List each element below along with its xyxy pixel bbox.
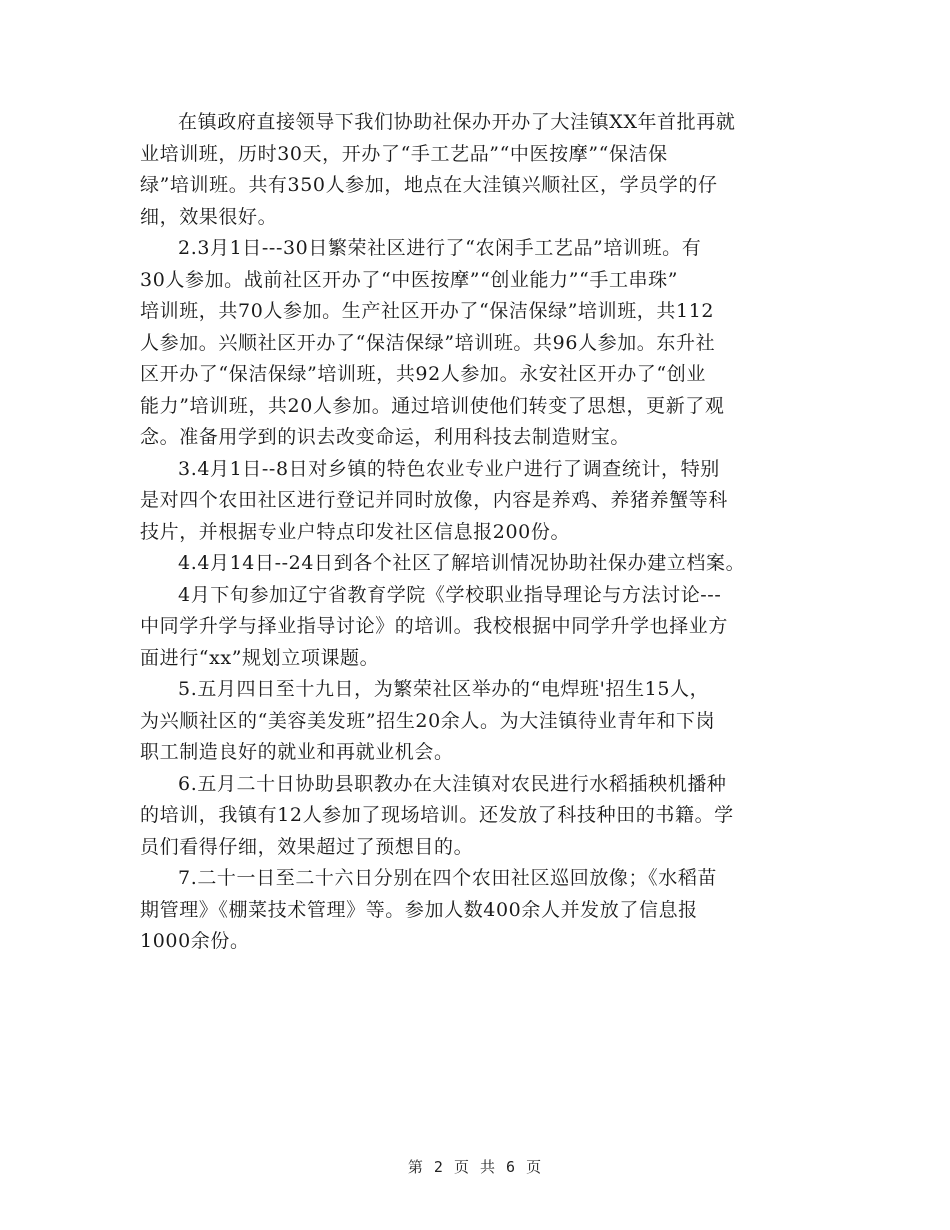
- paragraph-7: 6.五月二十日协助县职教办在大洼镇对农民进行水稻插秧机播种 的培训，我镇有12人参加了现场培训。还发放了科技种田的书籍。学 员们看得仔细，效果超过了预想目的。: [140, 772, 734, 858]
- paragraph-4: 4.4月14日--24日到各个社区了解培训情况协助社保办建立档案。: [178, 552, 746, 574]
- paragraph-3: 3.4月1日--8日对乡镇的特色农业专业户进行了调查统计，特别 是对四个农田社区进行登记并同时放像，内容是养鸡、养猪养蟹等科 技片，并根据专业户特点印发社区信息报200份。: [140, 457, 729, 543]
- document-body: [140, 107, 820, 958]
- paragraph-1: 在镇政府直接领导下我们协助社保办开办了大洼镇XX年首批再就 业培训班，历时30天，开办了“手工艺品”“中医按摩”“保洁保 绿”培训班。共有350人参加，地点在大洼镇兴顺社区，学员学的仔 细，效果很好。: [140, 111, 736, 228]
- paragraph-2: 2.3月1日---30日繁荣社区进行了“农闲手工艺品”培训班。有 30人参加。战前社区开办了“中医按摩”“创业能力”“手工串珠” 培训班，共70人参加。生产社区开办了“保洁保绿”培训班，共112 人参加。兴顺社区开办了“保洁保绿”培训班。共96人参加。东升社 区开办了“保洁保绿”培训班，共92人参加。永安社区开办了“创业 能力”培训班，共20人参加。通过培训使他们转变了思想，更新了观 念。准备用学到的识去改变命运，利用科技去制造财宝。: [140, 237, 725, 448]
- paragraph-5: 4月下旬参加辽宁省教育学院《学校职业指导理论与方法讨论--- 中同学升学与择业指导讨论》的培训。我校根据中同学升学也择业方 面进行“xx”规划立项课题。: [140, 583, 729, 669]
- page-footer: 第 2 页 共 6 页: [407, 1158, 543, 1176]
- paragraph-8: 7.二十一日至二十六日分别在四个农田社区巡回放像；《水稻苗 期管理》《棚菜技术管理》等。参加人数400余人并发放了信息报 1000余份。: [140, 867, 718, 952]
- paragraph-6: 5.五月四日至十九日，为繁荣社区举办的“电焊班'招生15人， 为兴顺社区的“美容美发班”招生20余人。为大洼镇待业青年和下岗 职工制造良好的就业和再就业机会。: [140, 678, 716, 763]
